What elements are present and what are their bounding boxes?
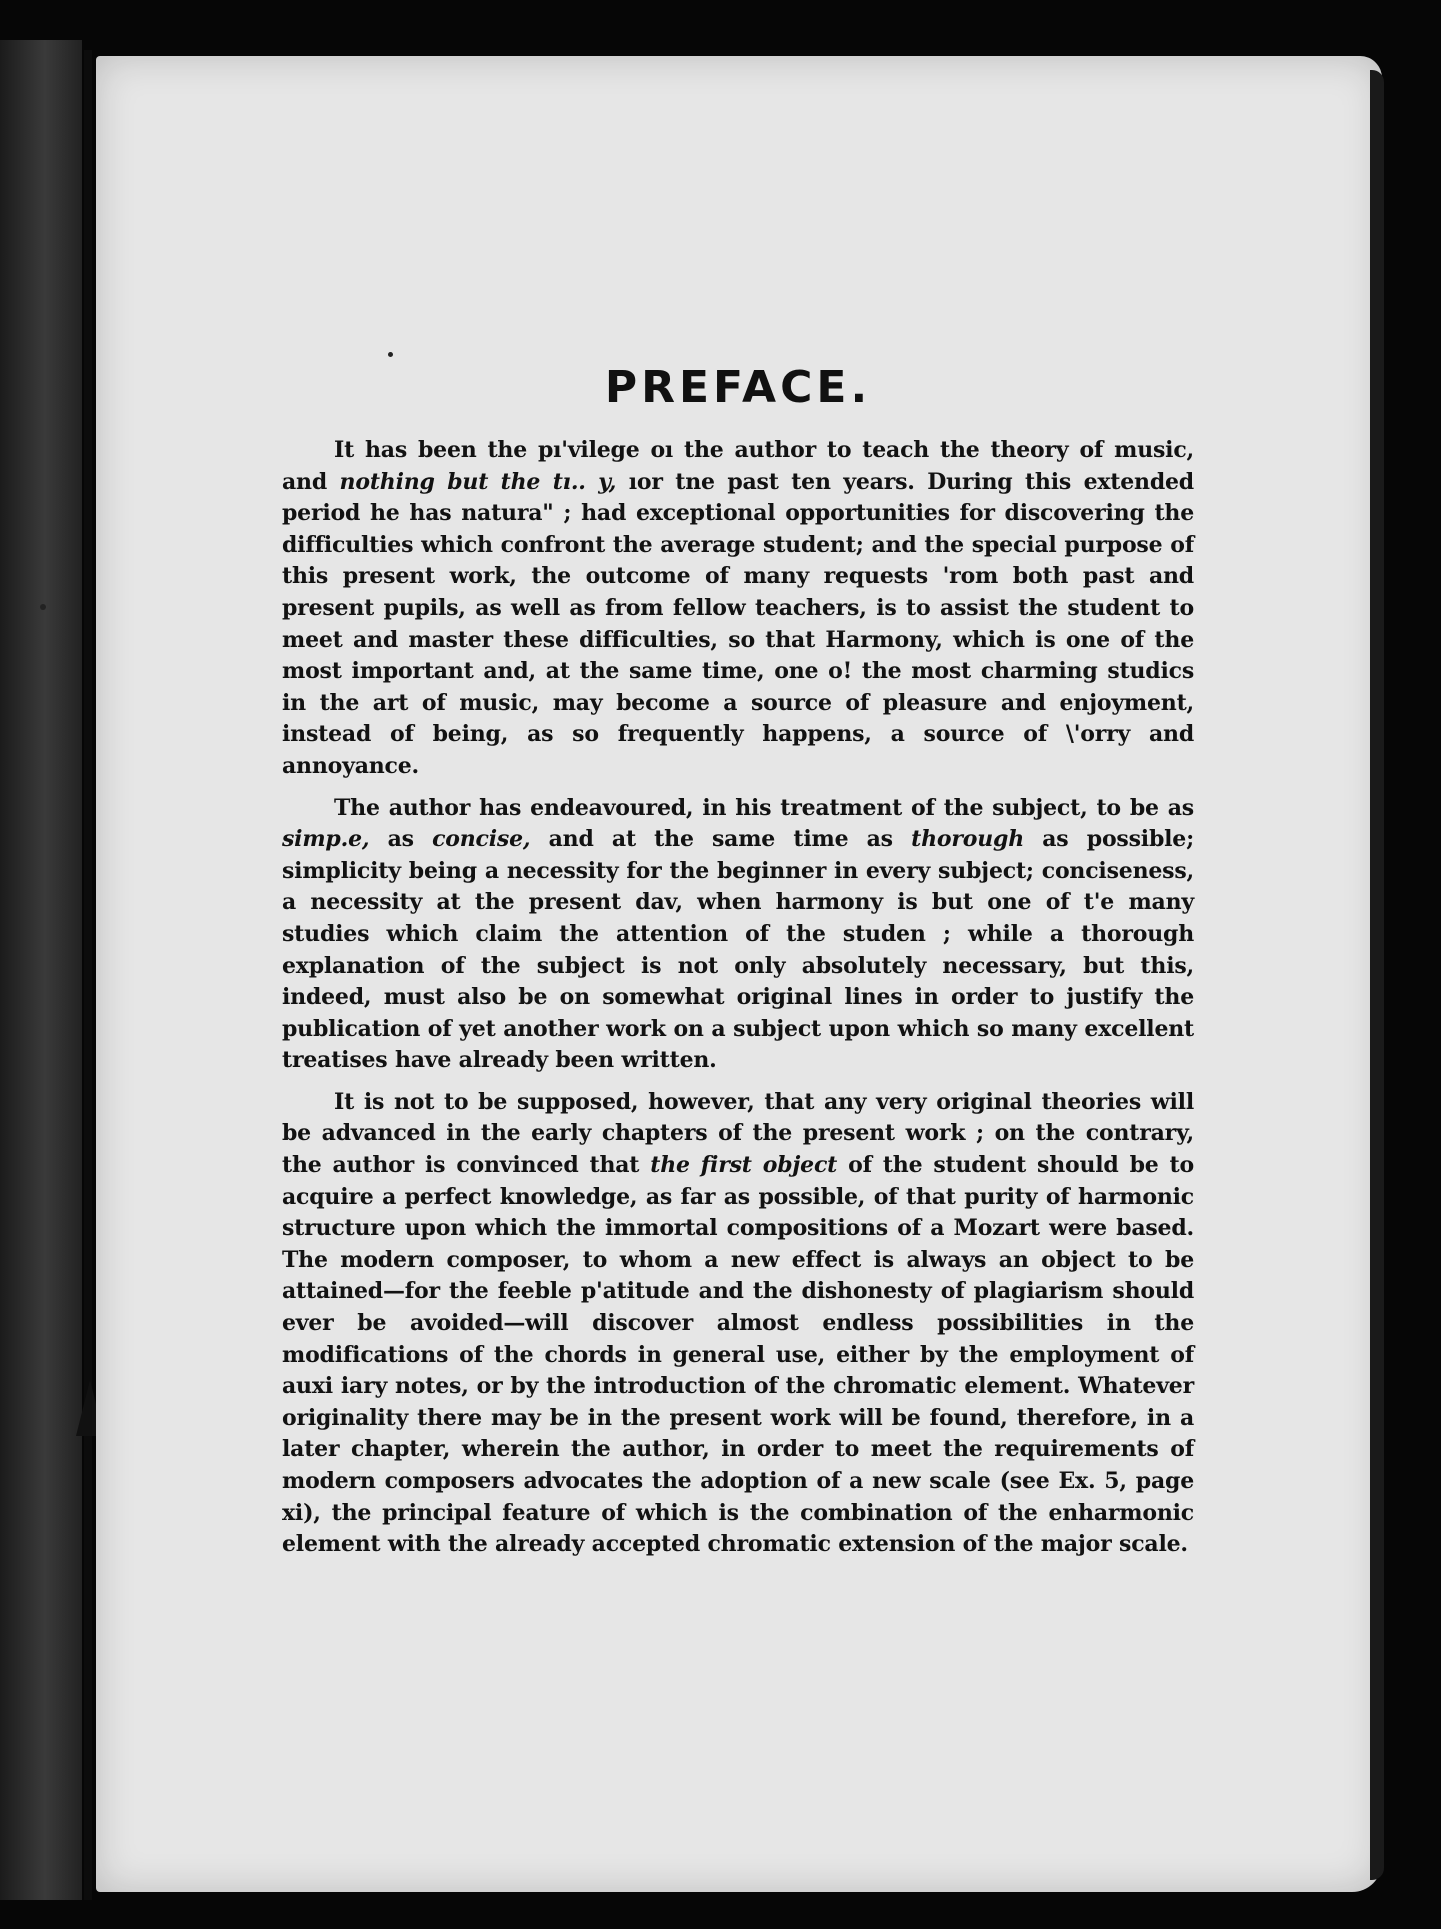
page-edge-shadow	[1370, 70, 1384, 1880]
italic-run: thorough	[911, 826, 1024, 853]
spine-shadow	[84, 50, 92, 1900]
text-run: It is not to be supposed, however, that any very original theories will be advanced in the early chapters of the present work ; on the contrary, the author is convinced that	[282, 1088, 1194, 1179]
text-run: It has been the pı'vilege oı the author to teach the theory of music, and	[282, 437, 1194, 495]
italic-run: concise,	[432, 826, 531, 853]
text-run: The author has endeavoured, in his treatment of the subject, to be as	[334, 794, 1194, 821]
italic-run: nothing but the tı.. y,	[339, 468, 617, 495]
page-title: PREFACE.	[604, 362, 872, 413]
text-run: as	[369, 826, 433, 853]
preface-paragraph	[282, 1087, 1194, 1561]
text-run: of the student should be to acquire a perfect knowledge, as far as possible, of that purity of harmonic structure upon which the immortal compositions of a Mozart were based. The modern composer, to whom a new effect is always an object to be attained—for the feeble p'atitude and the dishonesty of plagiarism should ever be avoided—will discover almost endless possibilities in the modifications of the chords in general use, either by the employment of auxi iary notes, or by the introduction of the chromatic element. Whatever originality there may be in the present work will be found, therefore, in a later chapter, wherein the author, in order to meet the requirements of modern composers advocates the adoption of a new scale (see Ex. 5, page xi), the principal feature of which is the combination of the enharmonic element with the already accepted chromatic extension of the major scale.	[282, 1152, 1194, 1558]
text-run: and at the same time as	[530, 826, 912, 853]
page-content	[282, 362, 1194, 1571]
book-spine	[0, 40, 82, 1900]
stray-speck	[40, 604, 46, 610]
page-speck	[388, 352, 393, 357]
italic-run: the first object	[650, 1152, 838, 1179]
italic-run: simp.e,	[282, 826, 370, 853]
preface-paragraph	[282, 793, 1194, 1077]
text-run: ıor tne past ten years. During this extended period he has natura" ; had exceptional opportunities for discovering the difficulties which confront the average student; and the special purpose of this present work, the outcome of many requests 'rom both past and present pupils, as well as from fellow teachers, is to assist the student to meet and master these difficulties, so that Harmony, which is one of the most important and, at the same time, one o! the most charming studics in the art of music, may become a source of pleasure and enjoyment, instead of being, as so frequently happens, a source of \'orry and annoyance.	[282, 468, 1194, 779]
text-run: as possible; simplicity being a necessity for the beginner in every subject; conciseness, a necessity at the present dav, when harmony is but one of t'e many studies which claim the attention of the studen ; while a thorough explanation of the subject is not only absolutely necessary, but this, indeed, must also be on somewhat original lines in order to justify the publication of yet another work on a subject upon which so many excellent treatises have already been written.	[282, 826, 1194, 1074]
preface-paragraph	[282, 435, 1194, 783]
